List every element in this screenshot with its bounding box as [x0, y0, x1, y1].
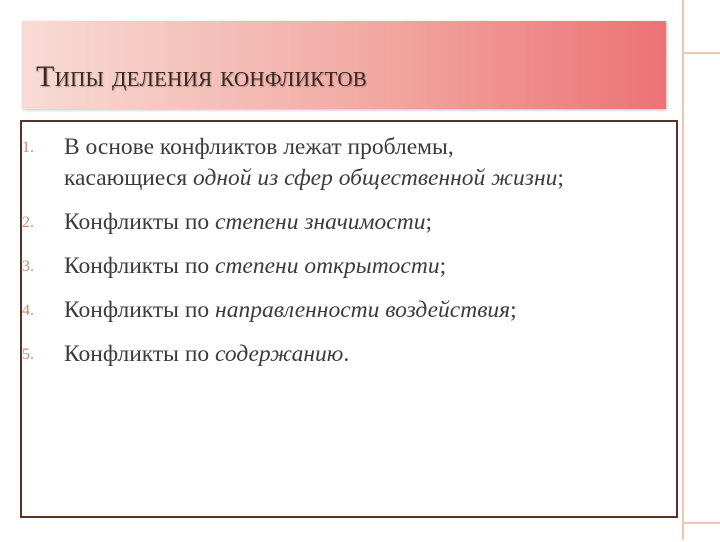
- text: .: [343, 341, 350, 367]
- list-item-line: [64, 207, 672, 238]
- list-item: [22, 132, 672, 194]
- list-item-number: 5.: [22, 346, 34, 363]
- list-item-line: [64, 251, 672, 282]
- text: Конфликты по: [64, 297, 216, 323]
- text: Конфликты по: [64, 253, 216, 279]
- text: Конфликты по: [64, 209, 216, 235]
- list-item: [22, 207, 672, 238]
- list-item-number: 1.: [22, 139, 34, 156]
- list-item-number: 3.: [22, 258, 34, 275]
- decorative-corner-line: [684, 522, 720, 542]
- text: касающиеся: [64, 165, 193, 191]
- italic-text: содержанию: [215, 341, 344, 367]
- italic-text: степени открытости: [215, 253, 440, 279]
- text: В основе конфликтов лежат проблемы,: [64, 134, 454, 160]
- list-item-number: 2.: [22, 214, 34, 231]
- text: Конфликты по: [64, 341, 216, 367]
- italic-text: одной из сфер общественной жизни: [193, 165, 558, 191]
- decorative-horizontal-line: [684, 52, 720, 54]
- italic-text: степени значимости: [215, 209, 426, 235]
- list-item: [22, 251, 672, 282]
- text: ;: [510, 297, 517, 323]
- slide-title: Типы деления конфликтов: [36, 60, 368, 93]
- list-item-line: [64, 295, 672, 326]
- page-marker: [676, 460, 682, 474]
- list-item-line: [64, 132, 672, 163]
- text: ;: [425, 209, 432, 235]
- decorative-vertical-line: [682, 0, 684, 540]
- list-item-number: 4.: [22, 302, 34, 319]
- list-item-line: [64, 339, 672, 370]
- list-item: [22, 295, 672, 326]
- text: ;: [439, 253, 447, 279]
- list-item-line: [64, 163, 672, 194]
- italic-text: направленности воздействия: [215, 297, 511, 323]
- numbered-list: [22, 132, 672, 383]
- list-item: [22, 339, 672, 370]
- text: ;: [557, 165, 564, 191]
